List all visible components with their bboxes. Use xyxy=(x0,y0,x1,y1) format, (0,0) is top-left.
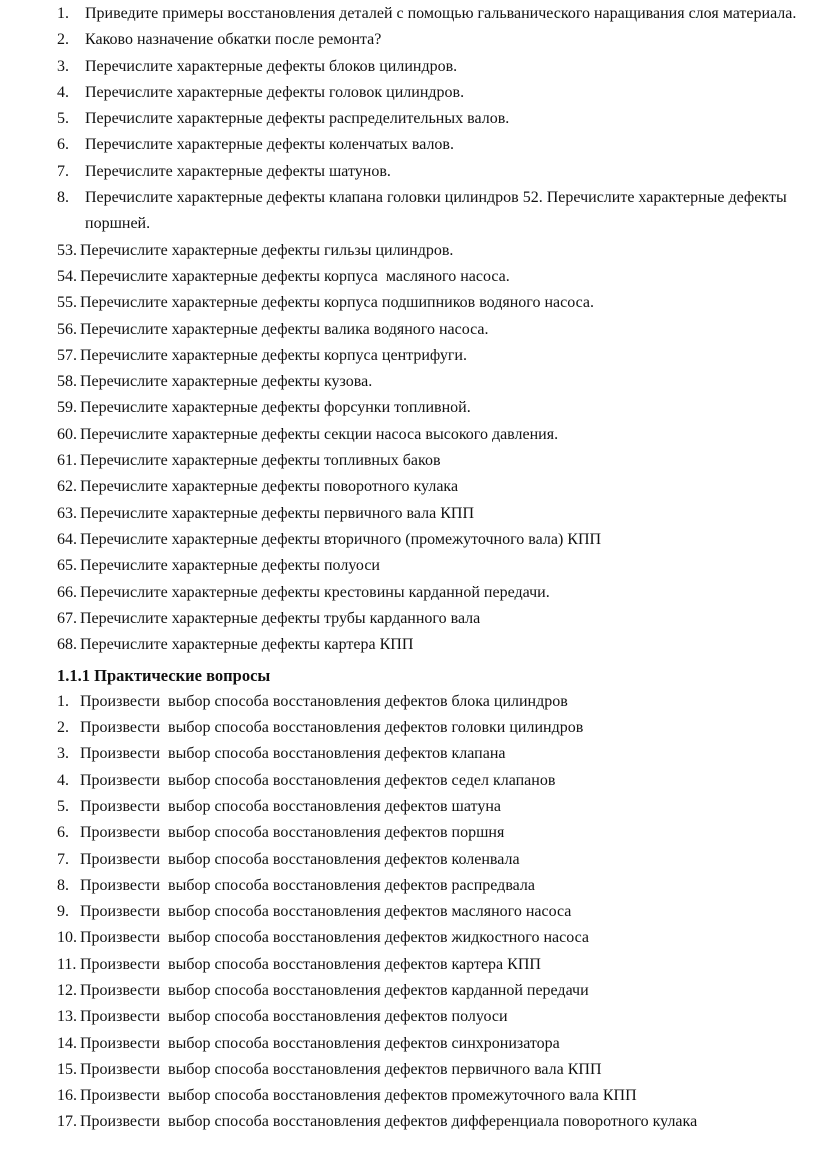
list-item xyxy=(57,794,802,820)
list-item xyxy=(57,741,802,767)
item-number: 10. xyxy=(57,929,77,947)
item-text: Перечислите характерные дефекты коленчатых валов. xyxy=(85,136,454,154)
item-text: Произвести выбор способа восстановления дефектов блока цилиндров xyxy=(80,692,568,710)
item-number: 61. xyxy=(57,452,77,470)
item-text: Перечислите характерные дефекты валика водяного насоса. xyxy=(80,320,489,338)
item-number: 2. xyxy=(57,31,69,49)
item-number: 1. xyxy=(57,5,69,22)
item-number: 63. xyxy=(57,504,77,522)
item-number: 59. xyxy=(57,399,77,417)
item-number: 1. xyxy=(57,692,69,710)
item-text: Произвести выбор способа восстановления дефектов дифференциала поворотного кулака xyxy=(80,1113,698,1131)
item-text: Перечислите характерные дефекты топливных баков xyxy=(80,452,441,470)
item-number: 8. xyxy=(57,189,69,207)
item-text: Перечислите характерные дефекты поворотного кулака xyxy=(80,478,459,496)
item-number: 7. xyxy=(57,162,69,180)
list-item xyxy=(57,768,802,794)
item-text: Перечислите характерные дефекты головок цилиндров. xyxy=(85,83,465,101)
list-item xyxy=(57,847,802,873)
item-text: Произвести выбор способа восстановления дефектов карданной передачи xyxy=(80,981,589,999)
item-number: 6. xyxy=(57,136,69,154)
list-item xyxy=(57,501,802,527)
item-text: Перечислите характерные дефекты вторичного (промежуточного вала) КПП xyxy=(80,530,602,548)
list-item xyxy=(57,106,802,132)
list-item xyxy=(57,1,802,27)
list-item xyxy=(57,54,802,80)
list-item xyxy=(57,978,802,1004)
practical-questions-list xyxy=(57,689,802,1136)
item-text: Произвести выбор способа восстановления дефектов масляного насоса xyxy=(80,903,572,921)
list-item xyxy=(57,553,802,579)
list-item xyxy=(57,1004,802,1030)
list-item xyxy=(57,264,802,290)
item-text: Произвести выбор способа восстановления дефектов коленвала xyxy=(80,850,520,868)
item-text: Каково назначение обкатки после ремонта? xyxy=(85,31,382,49)
item-text: Перечислите характерные дефекты корпуса масляного насоса. xyxy=(80,267,510,285)
list-item xyxy=(57,1083,802,1109)
item-text: Перечислите характерные дефекты секции насоса высокого давления. xyxy=(80,425,559,443)
item-text: Перечислите характерные дефекты полуоси xyxy=(80,557,380,575)
list-item xyxy=(57,606,802,632)
item-number: 4. xyxy=(57,771,69,789)
item-number: 54. xyxy=(57,267,77,285)
item-text: Произвести выбор способа восстановления дефектов первичного вала КПП xyxy=(80,1060,602,1078)
list-item xyxy=(57,422,802,448)
list-item xyxy=(57,899,802,925)
item-number: 5. xyxy=(57,797,69,815)
list-item xyxy=(57,369,802,395)
list-item xyxy=(57,317,802,343)
item-text: Перечислите характерные дефекты блоков цилиндров. xyxy=(85,57,458,75)
item-number: 58. xyxy=(57,373,77,391)
list-item xyxy=(57,80,802,106)
item-number: 16. xyxy=(57,1087,77,1105)
item-text: Произвести выбор способа восстановления дефектов жидкостного насоса xyxy=(80,929,590,947)
item-text: Перечислите характерные дефекты первичного вала КПП xyxy=(80,504,474,522)
item-number: 66. xyxy=(57,583,77,601)
item-number: 14. xyxy=(57,1034,77,1052)
theory-questions-list xyxy=(57,1,802,658)
item-number: 13. xyxy=(57,1008,77,1026)
item-number: 57. xyxy=(57,346,77,364)
item-text: Перечислите характерные дефекты форсунки топливной. xyxy=(80,399,471,417)
item-text: Произвести выбор способа восстановления дефектов седел клапанов xyxy=(80,771,556,789)
list-item xyxy=(57,159,802,185)
item-text: Перечислите характерные дефекты корпуса подшипников водяного насоса. xyxy=(80,294,595,312)
item-number: 7. xyxy=(57,850,69,868)
list-item xyxy=(57,689,802,715)
list-item xyxy=(57,343,802,369)
list-item xyxy=(57,952,802,978)
list-item xyxy=(57,474,802,500)
list-item xyxy=(57,27,802,53)
list-item xyxy=(57,873,802,899)
list-item xyxy=(57,925,802,951)
list-item xyxy=(57,632,802,658)
list-item xyxy=(57,448,802,474)
document-page xyxy=(57,1,802,1136)
item-text: Перечислите характерные дефекты распределительных валов. xyxy=(85,110,510,128)
item-text: Приведите примеры восстановления деталей с помощью гальванического наращивания слоя материала. xyxy=(85,5,797,22)
item-number: 55. xyxy=(57,294,77,312)
list-item xyxy=(57,1057,802,1083)
item-text: Перечислите характерные дефекты трубы карданного вала xyxy=(80,609,481,627)
list-item xyxy=(57,1109,802,1135)
list-item xyxy=(57,132,802,158)
item-number: 3. xyxy=(57,57,69,75)
item-number: 12. xyxy=(57,981,77,999)
item-text: Произвести выбор способа восстановления дефектов картера КПП xyxy=(80,955,541,973)
item-number: 56. xyxy=(57,320,77,338)
item-number: 6. xyxy=(57,824,69,842)
item-number: 65. xyxy=(57,557,77,575)
item-text: Перечислите характерные дефекты картера КПП xyxy=(80,636,414,654)
item-text: Произвести выбор способа восстановления дефектов шатуна xyxy=(80,797,501,815)
item-number: 4. xyxy=(57,83,69,101)
item-text: Произвести выбор способа восстановления дефектов поршня xyxy=(80,824,505,842)
list-item xyxy=(57,580,802,606)
item-text: Перечислите характерные дефекты клапана головки цилиндров 52. Перечислите характерные дефекты поршней. xyxy=(85,189,791,233)
list-item xyxy=(57,820,802,846)
item-text: Произвести выбор способа восстановления дефектов промежуточного вала КПП xyxy=(80,1087,637,1105)
item-number: 5. xyxy=(57,110,69,128)
list-item xyxy=(57,715,802,741)
item-number: 67. xyxy=(57,609,77,627)
item-number: 62. xyxy=(57,478,77,496)
list-item xyxy=(57,527,802,553)
item-text: Произвести выбор способа восстановления дефектов клапана xyxy=(80,745,506,763)
item-number: 3. xyxy=(57,745,69,763)
item-text: Произвести выбор способа восстановления дефектов распредвала xyxy=(80,876,535,894)
list-item xyxy=(57,395,802,421)
item-number: 17. xyxy=(57,1113,77,1131)
item-number: 60. xyxy=(57,425,77,443)
item-text: Произвести выбор способа восстановления дефектов головки цилиндров xyxy=(80,719,584,737)
list-item xyxy=(57,1031,802,1057)
item-number: 15. xyxy=(57,1060,77,1078)
item-text: Произвести выбор способа восстановления дефектов синхронизатора xyxy=(80,1034,560,1052)
item-number: 11. xyxy=(57,955,77,973)
item-number: 64. xyxy=(57,530,77,548)
list-item xyxy=(57,238,802,264)
item-text: Перечислите характерные дефекты кузова. xyxy=(80,373,373,391)
item-number: 68. xyxy=(57,636,77,654)
item-number: 9. xyxy=(57,903,69,921)
item-number: 8. xyxy=(57,876,69,894)
item-text: Перечислите характерные дефекты гильзы цилиндров. xyxy=(80,241,454,259)
list-item xyxy=(57,290,802,316)
item-text: Перечислите характерные дефекты шатунов. xyxy=(85,162,391,180)
section-heading: 1.1.1 Практические вопросы xyxy=(57,666,271,686)
list-item xyxy=(57,185,802,238)
item-number: 2. xyxy=(57,719,69,737)
item-number: 53. xyxy=(57,241,77,259)
item-text: Перечислите характерные дефекты корпуса центрифуги. xyxy=(80,346,467,364)
item-text: Перечислите характерные дефекты крестовины карданной передачи. xyxy=(80,583,550,601)
item-text: Произвести выбор способа восстановления дефектов полуоси xyxy=(80,1008,508,1026)
